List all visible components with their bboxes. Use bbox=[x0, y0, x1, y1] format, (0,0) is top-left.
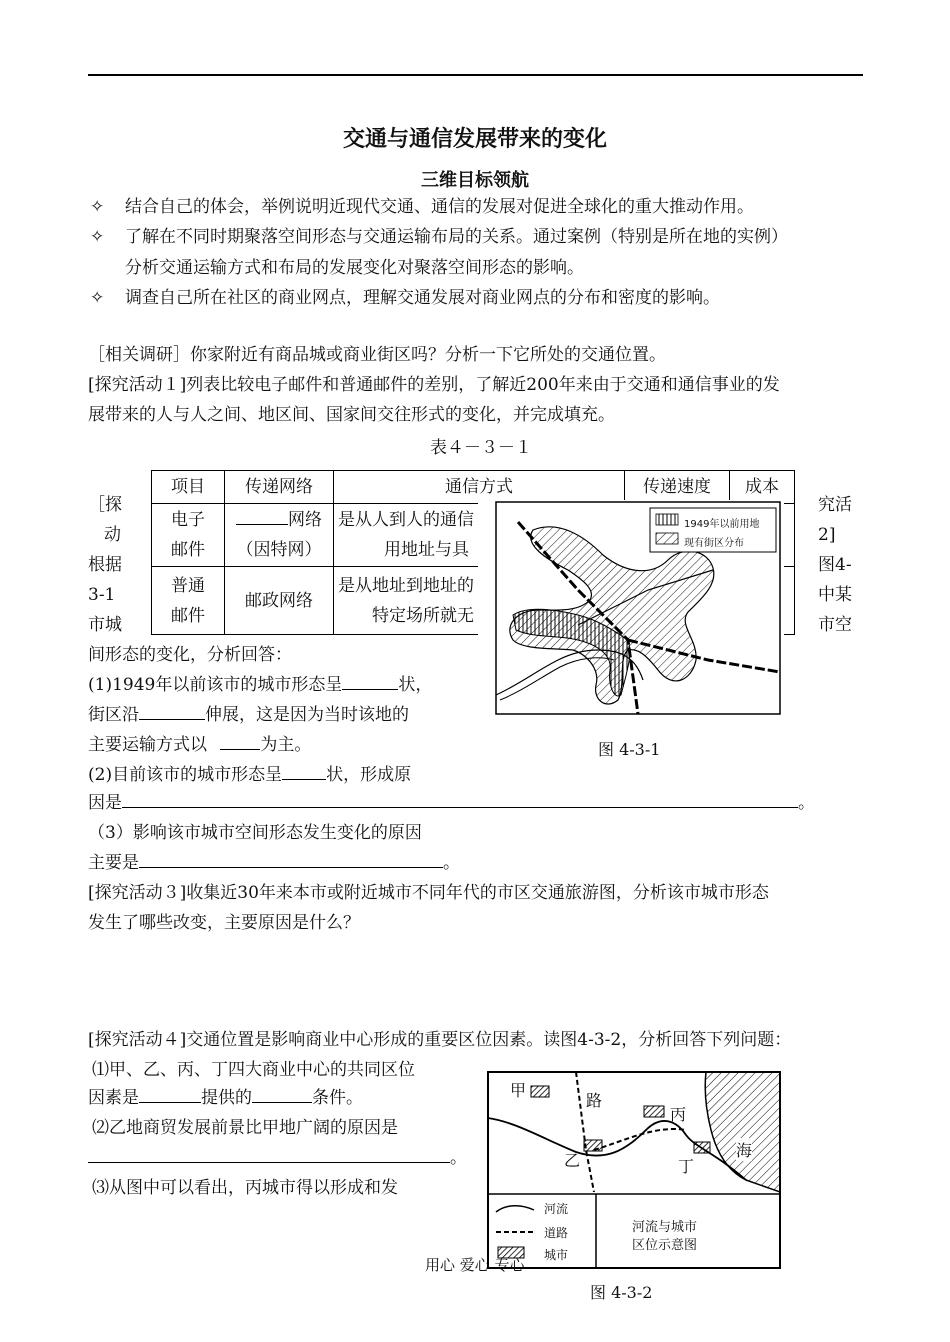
page-title: 交通与通信发展带来的变化 bbox=[342, 127, 607, 152]
activity1-line1: [探究活动１]列表比较电子邮件和普通邮件的差别，了解近200年来由于交通和通信事业的发 bbox=[88, 375, 780, 395]
city-bing bbox=[644, 1106, 664, 1117]
fill-blank[interactable] bbox=[88, 1162, 450, 1163]
activity4-line1: [探究活动４]交通位置是影响商业中心形成的重要区位因素。读图4-3-2，分析回答下列问题： bbox=[88, 1030, 792, 1050]
table-cell: 网络 （因特网） bbox=[225, 504, 334, 567]
fill-blank[interactable] bbox=[139, 719, 205, 720]
label-hai: 海 bbox=[736, 1138, 752, 1161]
activity2-left-5: 市城 bbox=[88, 615, 122, 635]
question-1b: 街区沿 伸展，这是因为当时该地的 bbox=[88, 705, 409, 725]
activity4-q3a: ⑶从图中可以看出，丙城市得以形成和发 bbox=[92, 1178, 398, 1198]
city-map-figure bbox=[478, 500, 784, 718]
activity4-q1a: ⑴甲、乙、丙、丁四大商业中心的共同区位 bbox=[92, 1060, 415, 1080]
legend-current-district: 现有街区分布 bbox=[684, 538, 744, 549]
activity2-right-2: 2] bbox=[818, 525, 836, 545]
activity2-intro: 间形态的变化，分析回答： bbox=[88, 645, 292, 665]
city-yi bbox=[584, 1140, 602, 1151]
activity2-right-1: 究活 bbox=[818, 495, 852, 515]
section-subtitle: 三维目标领航 bbox=[421, 170, 529, 191]
question-2b: 因是 。 bbox=[88, 793, 815, 813]
question-3a: （3）影响该市城市空间形态发生变化的原因 bbox=[88, 823, 422, 843]
label-ding: 丁 bbox=[678, 1157, 695, 1176]
objective-1: 结合自己的体会，举例说明近现代交通、通信的发展对促进全球化的重大推动作用。 bbox=[125, 197, 754, 217]
table-row: 电子 邮件 bbox=[152, 504, 225, 567]
river-city-map bbox=[486, 1070, 782, 1270]
fill-blank[interactable] bbox=[139, 1102, 201, 1103]
activity1-line2: 展带来的人与人之间、地区间、国家间交往形式的变化，并完成填充。 bbox=[88, 405, 615, 425]
legend-city: 城市 bbox=[544, 1248, 569, 1262]
activity2-right-4: 中某 bbox=[818, 585, 852, 605]
fill-blank[interactable] bbox=[282, 779, 326, 780]
table-caption: 表４－３－１ bbox=[430, 438, 532, 458]
header-speed: 传递速度 bbox=[625, 471, 730, 504]
fig1-caption: 图 4-3-1 bbox=[598, 740, 661, 759]
table-cell: 是从地址到地址的 特定场所就无 bbox=[334, 567, 625, 635]
activity2-left-2: 动 bbox=[104, 525, 121, 545]
legend-old-land: 1949年以前用地 bbox=[684, 519, 760, 530]
activity2-left-3: 根据 bbox=[88, 555, 122, 575]
header-network: 传递网络 bbox=[225, 471, 334, 504]
activity4-q2b: 。 bbox=[88, 1143, 467, 1173]
city-jia bbox=[531, 1086, 549, 1097]
fill-blank[interactable] bbox=[220, 749, 260, 750]
label-yi: 乙 bbox=[564, 1151, 581, 1170]
legend-river: 河流 bbox=[544, 1202, 569, 1216]
table-cell: 邮政网络 bbox=[225, 567, 334, 635]
bullet-icon: ✧ bbox=[90, 227, 105, 247]
header-item: 项目 bbox=[152, 471, 225, 504]
label-bing: 丙 bbox=[670, 1105, 687, 1124]
header-cost: 成本 bbox=[730, 471, 795, 504]
objective-3: 调查自己所在社区的商业网点，理解交通发展对商业网点的分布和密度的影响。 bbox=[125, 288, 720, 308]
bullet-icon: ✧ bbox=[90, 197, 105, 217]
fig2-caption: 图 4-3-2 bbox=[590, 1283, 653, 1302]
city-map-figure bbox=[478, 500, 784, 718]
fig2-title-1: 河流与城市 bbox=[632, 1220, 698, 1235]
activity4-q1b: 因素是 提供的 条件。 bbox=[88, 1088, 363, 1108]
activity2-right-3: 图4- bbox=[818, 555, 852, 575]
activity2-left-4: 3-1 bbox=[88, 585, 116, 605]
bullet-icon: ✧ bbox=[90, 288, 105, 308]
activity3-line1: [探究活动３]收集近30年来本市或附近城市不同年代的市区交通旅游图，分析该市城市形态 bbox=[88, 883, 769, 903]
related-research: ［相关调研］你家附近有商品城或商业街区吗？分析一下它所处的交通位置。 bbox=[88, 345, 666, 365]
fill-blank[interactable] bbox=[122, 807, 798, 808]
activity2-left-1: ［探 bbox=[88, 495, 122, 515]
label-lu: 路 bbox=[586, 1091, 603, 1110]
activity4-q2a: ⑵乙地商贸发展前景比甲地广阔的原因是 bbox=[92, 1118, 398, 1138]
fill-blank[interactable] bbox=[252, 1102, 312, 1103]
fill-blank[interactable] bbox=[342, 689, 398, 690]
objective-2-cont: 分析交通运输方式和布局的发展变化对聚落空间形态的影响。 bbox=[125, 258, 584, 278]
header-rule bbox=[88, 74, 863, 76]
objective-2: 了解在不同时期聚落空间形态与交通运输布局的关系。通过案例（特别是所在地的实例） bbox=[125, 227, 788, 247]
activity2-right-5: 市空 bbox=[818, 615, 852, 635]
fill-blank[interactable] bbox=[139, 867, 443, 868]
header-method: 通信方式 bbox=[334, 471, 625, 504]
question-1a: (1)1949年以前该市的城市形态呈 状， bbox=[88, 675, 433, 695]
question-1c: 主要运输方式以 为主。 bbox=[88, 735, 312, 755]
legend-road: 道路 bbox=[544, 1226, 569, 1240]
label-jia: 甲 bbox=[510, 1081, 527, 1100]
fill-blank[interactable] bbox=[236, 524, 288, 525]
city-ding bbox=[694, 1142, 710, 1153]
table-row: 普通 邮件 bbox=[152, 567, 225, 635]
question-3b: 主要是 。 bbox=[88, 853, 460, 873]
activity3-line2: 发生了哪些改变，主要原因是什么？ bbox=[88, 913, 360, 933]
table-cell: 是从人到人的通信 用地址与具 bbox=[334, 504, 625, 567]
fig2-title-2: 区位示意图 bbox=[632, 1238, 698, 1253]
question-2a: (2)目前该市的城市形态呈 状，形成原 bbox=[88, 765, 412, 785]
page-footer: 用心 爱心 专心 bbox=[425, 1256, 525, 1274]
